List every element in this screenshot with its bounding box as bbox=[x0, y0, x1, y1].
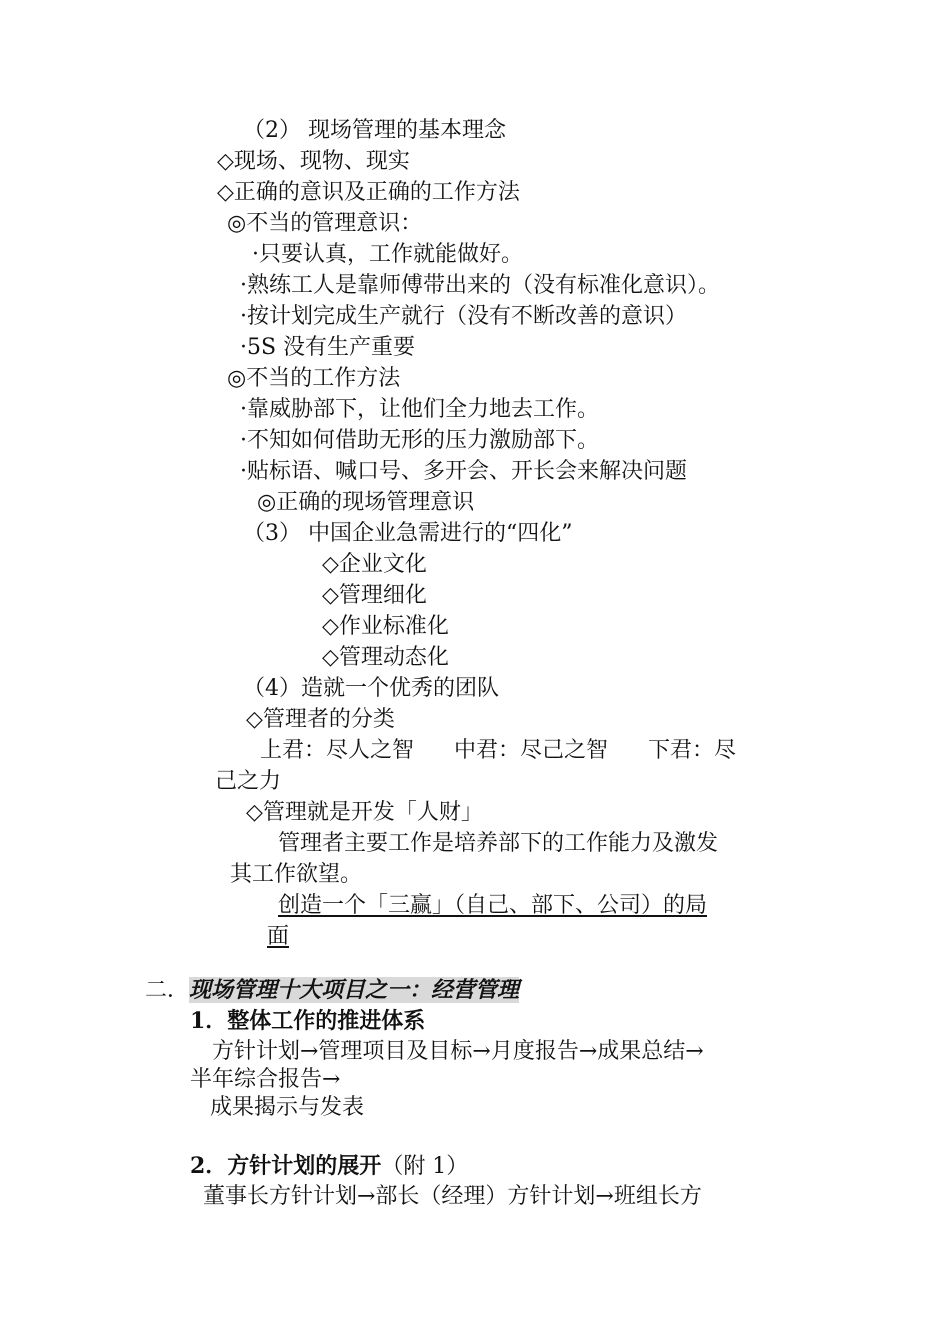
ruler-type-middle: 中君：尽己之智 bbox=[454, 738, 609, 763]
paragraph-line: 己之力 bbox=[215, 769, 282, 794]
subsection-2-heading: （2） 现场管理的基本理念 bbox=[243, 118, 506, 143]
ruler-type-lower: 下君：尽 bbox=[648, 738, 737, 763]
bullet-line: ◎不当的管理意识： bbox=[227, 211, 423, 236]
list-item: ◇作业标准化 bbox=[322, 614, 449, 639]
item-heading-text: 2．方针计划的展开 bbox=[190, 1153, 382, 1179]
paragraph-line: 半年综合报告→ bbox=[190, 1067, 341, 1092]
underlined-line: 面 bbox=[267, 924, 290, 949]
item-heading: 1．整体工作的推进体系 bbox=[190, 1008, 426, 1034]
ruler-type-upper: 上君：尽人之智 bbox=[260, 738, 415, 763]
section-number: 二． bbox=[145, 978, 190, 1003]
bullet-line: ◇管理就是开发「人财」 bbox=[246, 800, 483, 825]
subsection-3-heading: （3） 中国企业急需进行的“四化” bbox=[243, 521, 573, 546]
list-item: ◇企业文化 bbox=[322, 552, 427, 577]
paragraph-line: 成果揭示与发表 bbox=[210, 1095, 365, 1120]
underlined-line: 创造一个「三赢」（自己、部下、公司）的局 bbox=[278, 893, 708, 918]
paragraph-line: 董事长方针计划→部长（经理）方针计划→班组长方 bbox=[203, 1184, 702, 1209]
item-heading bbox=[190, 1152, 468, 1181]
bullet-line: ◇管理者的分类 bbox=[246, 707, 395, 732]
paragraph-line: 其工作欲望。 bbox=[230, 862, 363, 887]
bullet-line: ◎不当的工作方法 bbox=[227, 366, 401, 391]
paragraph-line: 管理者主要工作是培养部下的工作能力及激发 bbox=[278, 831, 719, 856]
list-item: ·只要认真，工作就能做好。 bbox=[252, 242, 523, 267]
section-heading bbox=[145, 976, 519, 1005]
list-item: ◇管理动态化 bbox=[322, 645, 449, 670]
bullet-line: ◎正确的现场管理意识 bbox=[257, 490, 475, 515]
list-item: ·熟练工人是靠师傅带出来的（没有标准化意识）。 bbox=[240, 273, 720, 298]
list-item: ·不知如何借助无形的压力激励部下。 bbox=[240, 428, 599, 453]
list-item: ◇管理细化 bbox=[322, 583, 427, 608]
item-heading-note: （附 1） bbox=[381, 1154, 469, 1179]
paragraph-line: 方针计划→管理项目及目标→月度报告→成果总结→ bbox=[212, 1039, 704, 1064]
list-item: ·靠威胁部下，让他们全力地去工作。 bbox=[240, 397, 599, 422]
list-item: ·贴标语、喊口号、多开会、开长会来解决问题 bbox=[240, 459, 687, 484]
ruler-types-line bbox=[260, 737, 736, 765]
subsection-4-heading: （4）造就一个优秀的团队 bbox=[243, 676, 499, 701]
bullet-line: ◇现场、现物、现实 bbox=[217, 149, 410, 174]
section-title: 现场管理十大项目之一：经营管理 bbox=[189, 977, 520, 1003]
list-item: ·按计划完成生产就行（没有不断改善的意识） bbox=[240, 304, 687, 329]
list-item: ·5S 没有生产重要 bbox=[240, 335, 416, 360]
bullet-line: ◇正确的意识及正确的工作方法 bbox=[217, 180, 520, 205]
